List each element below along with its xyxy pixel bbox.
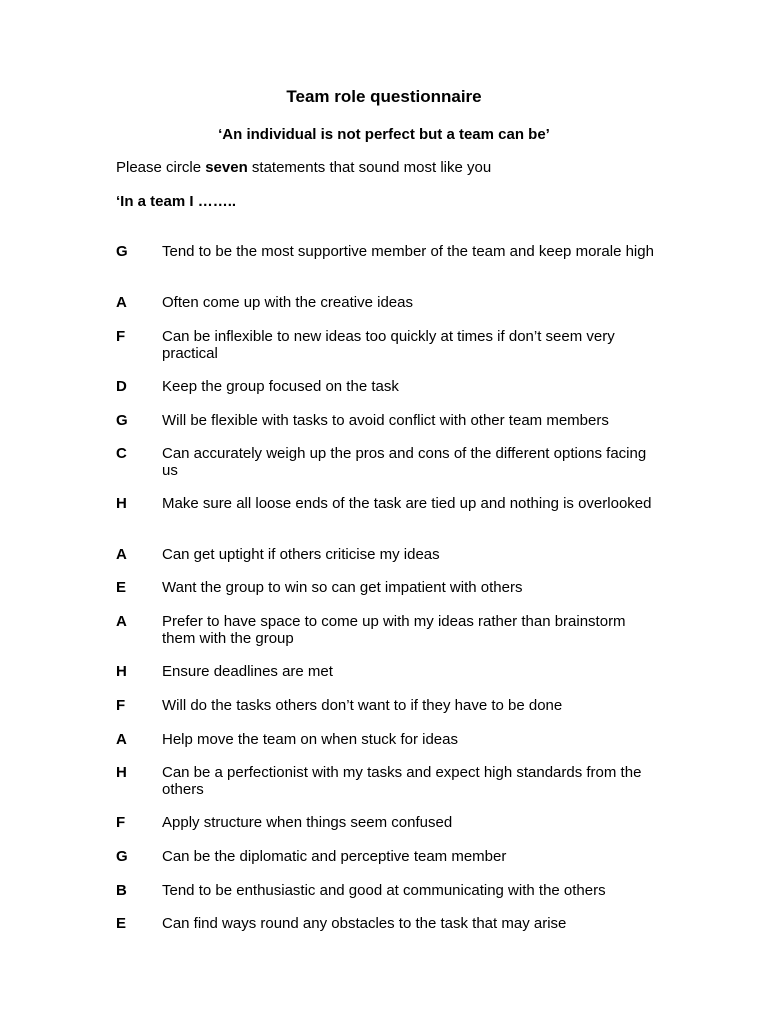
statement-text: Can be inflexible to new ideas too quickly at times if don’t seem very practical (162, 328, 615, 362)
statement-letter: G (116, 243, 128, 260)
page-title: Team role questionnaire (286, 87, 482, 106)
statement-letter: G (116, 412, 128, 429)
statement-text: Will do the tasks others don’t want to if they have to be done (162, 697, 563, 714)
statement-letter: E (116, 579, 127, 596)
statement-letter: A (116, 546, 127, 563)
statement-letter: F (116, 814, 126, 831)
instruction-emphasis: seven (205, 159, 248, 176)
statement-letter: D (116, 378, 127, 395)
statement-text: Ensure deadlines are met (162, 663, 333, 680)
statement-text: Can find ways round any obstacles to the task that may arise (162, 915, 567, 932)
statement-letter: F (116, 697, 126, 714)
statement-text: Can accurately weigh up the pros and cons of the different options facing us (162, 445, 647, 479)
instruction-after: statements that sound most like you (247, 159, 492, 176)
statement-text: Prefer to have space to come up with my ideas rather than brainstorm them with the group (162, 613, 626, 647)
statement-letter: C (116, 445, 127, 462)
statement-text: Want the group to win so can get impatient with others (162, 579, 523, 596)
statement-letter: F (116, 328, 126, 345)
statement-letter: A (116, 613, 127, 630)
statement-text: Keep the group focused on the task (162, 378, 399, 395)
statement-letter: H (116, 663, 127, 680)
page-subtitle: ‘An individual is not perfect but a team can be’ (218, 126, 550, 143)
statement-text: Can be the diplomatic and perceptive team member (162, 848, 507, 865)
statement-text: Help move the team on when stuck for ideas (162, 731, 458, 748)
statement-text: Tend to be enthusiastic and good at communicating with the others (162, 882, 606, 899)
statement-text: Can be a perfectionist with my tasks and expect high standards from the others (162, 764, 642, 798)
statement-text: Tend to be the most supportive member of the team and keep morale high (162, 243, 654, 260)
statement-text: Make sure all loose ends of the task are tied up and nothing is overlooked (162, 495, 652, 512)
instruction-before: Please circle (116, 159, 206, 176)
statement-text: Often come up with the creative ideas (162, 294, 413, 311)
statement-text: Will be flexible with tasks to avoid conflict with other team members (162, 412, 609, 429)
statement-letter: E (116, 915, 127, 932)
statement-letter: A (116, 731, 127, 748)
statement-letter: B (116, 882, 127, 899)
statement-letter: A (116, 294, 127, 311)
lead-in-text: ‘In a team I …….. (116, 193, 237, 210)
statement-letter: H (116, 764, 127, 781)
statement-letter: G (116, 848, 128, 865)
statement-letter: H (116, 495, 127, 512)
instruction-text (116, 158, 491, 178)
statement-text: Can get uptight if others criticise my ideas (162, 546, 440, 563)
statement-text: Apply structure when things seem confused (162, 814, 453, 831)
